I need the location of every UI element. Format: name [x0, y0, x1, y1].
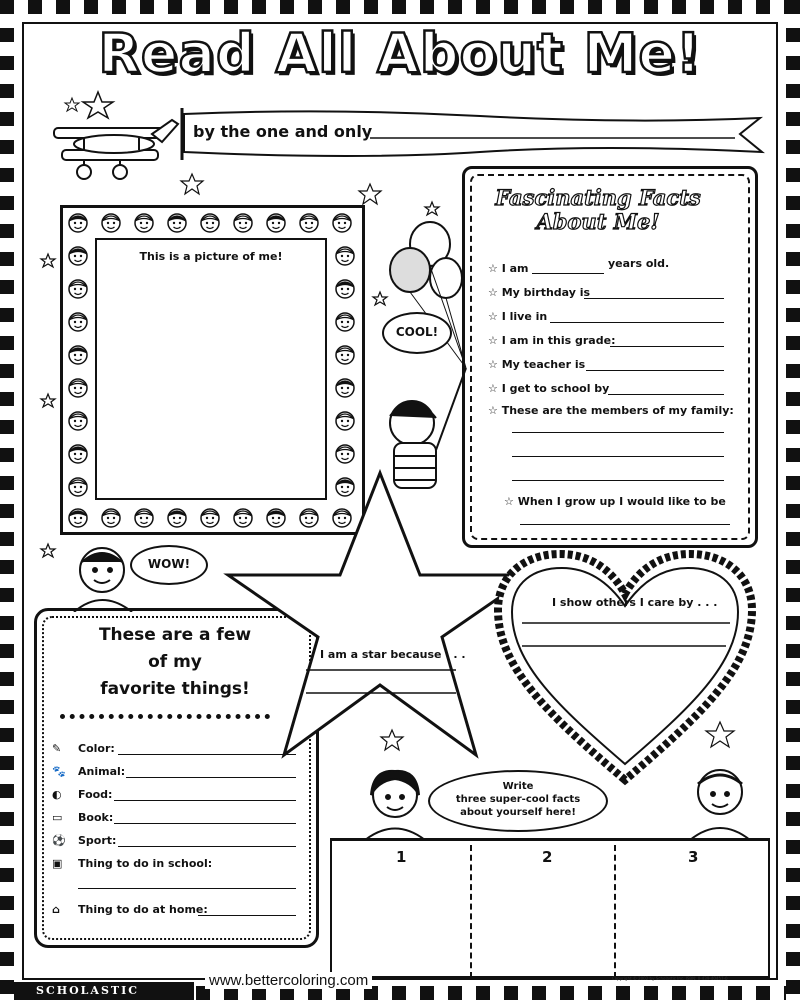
apple-icon: ◐ [52, 788, 62, 801]
book-icon: ▭ [52, 811, 63, 824]
animal-icon: 🐾 [52, 765, 66, 778]
crayon-icon: ✎ [52, 742, 62, 755]
fav-food-line [114, 800, 296, 801]
page-title: Read All About Me! [98, 22, 702, 85]
checker-border-top [0, 0, 800, 14]
favorites-title-line3: favorite things! [100, 679, 250, 699]
house-icon: ⌂ [52, 903, 60, 916]
star-icon: ☆ [488, 358, 502, 371]
panel-divider-1 [470, 845, 472, 978]
fav-sport-label: Sport: [78, 834, 117, 847]
checker-border-right [786, 0, 800, 1000]
fav-book-label: Book: [78, 811, 114, 824]
panel-number-3: 3 [688, 848, 699, 866]
panel-divider-2 [614, 845, 616, 978]
panel-number-2: 2 [542, 848, 553, 866]
copyright-text: Copyright © 2002 by Scholastic Inc. ISBN: 0-439-40457-0 [612, 976, 728, 981]
fav-color-label: Color: [78, 742, 115, 755]
fav-food-label: Food: [78, 788, 113, 801]
fav-school-label: Thing to do in school: [78, 857, 213, 870]
ball-icon: ⚽ [52, 834, 66, 847]
fact-family-label: These are the members of my family: [501, 404, 734, 417]
fact-grade-label: I am in this grade: [501, 334, 616, 347]
fact-age-suffix: years old. [608, 257, 670, 270]
favorites-title-line1: These are a few [98, 625, 252, 645]
star-icon: ☆ [488, 286, 502, 299]
write-facts-line3: about yourself here! [460, 807, 576, 818]
write-facts-line2: three super-cool facts [455, 794, 581, 805]
fact-age-prefix: I am [501, 262, 529, 275]
fact-live-label: I live in [501, 310, 548, 323]
panel-number-1: 1 [396, 848, 407, 866]
star-icon [60, 90, 160, 120]
favorites-title-line2: of my [148, 652, 202, 672]
website-url: www.bettercoloring.com [205, 972, 372, 989]
star-icon: ☆ [488, 382, 502, 395]
facts-title-line2: About Me! [536, 209, 660, 234]
cool-bubble-text: COOL! [395, 325, 439, 339]
fact-birthday-label: My birthday is [501, 286, 591, 299]
write-facts-line1: Write [502, 781, 534, 792]
heart-label: I show others I care by . . . [552, 596, 718, 609]
fact-teacher-label: My teacher is [501, 358, 586, 371]
fact-grow-up-label: When I grow up I would like to be [517, 495, 726, 508]
facts-title-line1: Fascinating Facts [495, 185, 701, 210]
fav-animal-label: Animal: [78, 765, 126, 778]
star-label: I am a star because . . . [320, 648, 466, 661]
checker-border-left [0, 0, 14, 1000]
fact-school-label: I get to school by [501, 382, 610, 395]
star-icon: ☆ [488, 404, 502, 417]
fav-school-line [78, 888, 296, 889]
fav-book-line [114, 823, 296, 824]
scholastic-logo: SCHOLASTIC [14, 982, 194, 1000]
star-icon: ☆ [504, 495, 518, 508]
fav-home-line [198, 915, 296, 916]
fav-home-label: Thing to do at home: [78, 903, 208, 916]
star-icon: ☆ [488, 310, 502, 323]
decorative-stars [20, 170, 780, 790]
fav-sport-line [118, 846, 296, 847]
star-icon: ☆ [488, 262, 502, 275]
photo-caption: This is a picture of me! [139, 250, 283, 263]
star-icon: ☆ [488, 334, 502, 347]
wow-bubble-text: WOW! [147, 557, 191, 571]
banner-label: by the one and only [193, 122, 373, 141]
bus-icon: ▣ [52, 857, 63, 870]
